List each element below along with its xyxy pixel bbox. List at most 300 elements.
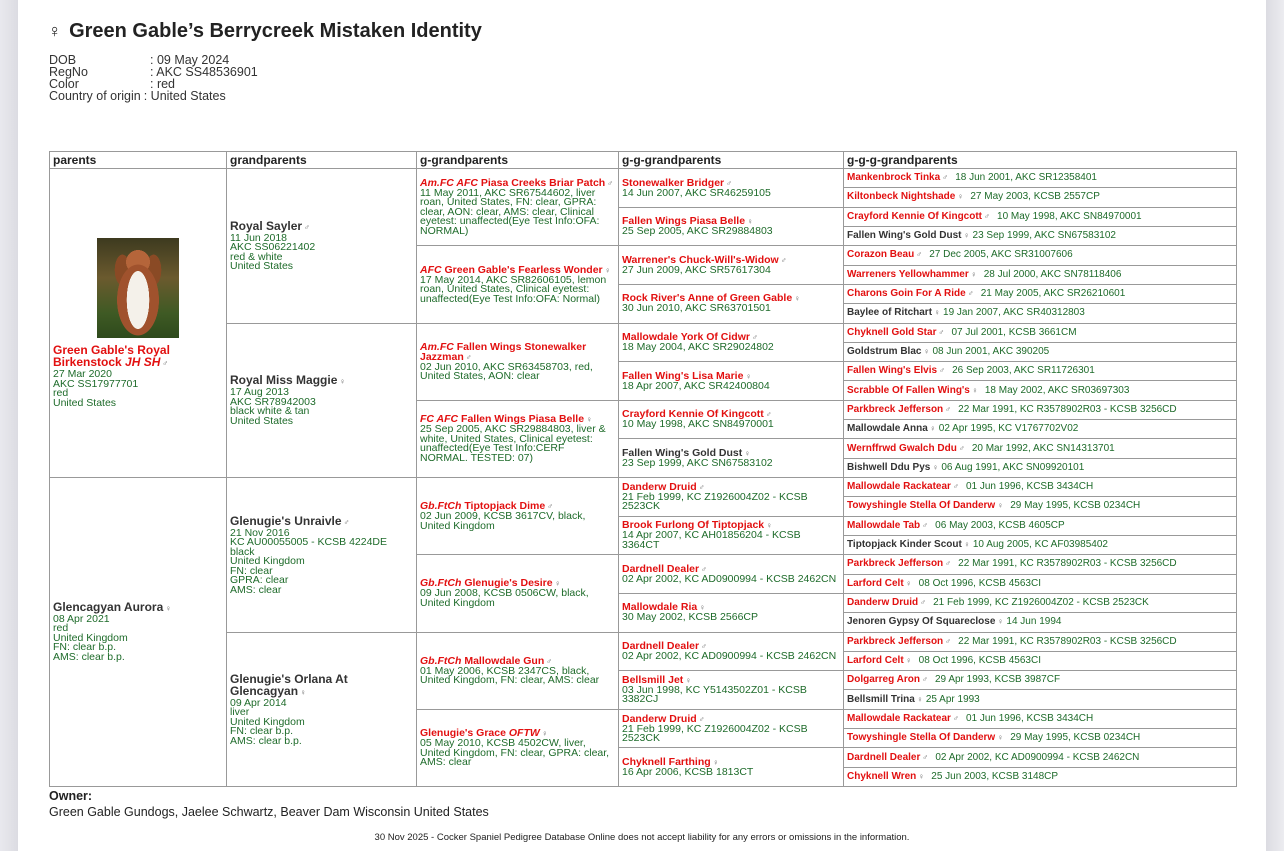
g-g-g-grandparent-name[interactable]: Baylee of Ritchart bbox=[847, 307, 933, 319]
grandparent-info bbox=[230, 696, 413, 747]
male-icon: ♂ bbox=[984, 211, 991, 221]
info-line: United States bbox=[53, 396, 117, 409]
info-line: 09 Apr 2014 bbox=[230, 696, 287, 709]
g-g-g-grandparent-info: 18 Jun 2001, AKC SR12358401 bbox=[955, 172, 1097, 184]
g-grandparent-cell[interactable] bbox=[417, 400, 619, 477]
info-line: 17 Aug 2013 bbox=[230, 386, 289, 399]
g-grandparent-cell[interactable] bbox=[417, 709, 619, 786]
g-g-g-grandparent-name[interactable]: Parkbreck Jefferson bbox=[847, 635, 944, 647]
g-g-g-grandparent-cell[interactable] bbox=[844, 323, 1237, 342]
g-g-g-grandparent-name[interactable]: Bishwell Ddu Pys bbox=[847, 461, 931, 473]
page-title bbox=[48, 20, 482, 43]
g-g-grandparent-cell[interactable] bbox=[619, 593, 844, 632]
g-grandparent-info: 02 Jun 2010, AKC SR63458703, red, United States, AON: clear bbox=[420, 360, 593, 383]
pedigree-row bbox=[50, 323, 1237, 342]
g-g-g-grandparent-info: 06 Aug 1991, AKC SN09920101 bbox=[941, 461, 1085, 473]
g-g-g-grandparent-name[interactable]: Mankenbrock Tinka bbox=[847, 172, 941, 184]
detail-label: Country of origin bbox=[49, 89, 141, 103]
male-icon: ♂ bbox=[967, 289, 974, 299]
g-g-g-grandparent-cell[interactable] bbox=[844, 362, 1237, 381]
male-icon: ♂ bbox=[920, 598, 927, 608]
g-grandparent-name[interactable] bbox=[420, 342, 615, 363]
title-prefix: AFC bbox=[420, 263, 442, 276]
info-line: KC AU00055005 - KCSB 4224DE bbox=[230, 536, 388, 548]
g-g-g-grandparent-name[interactable]: Mallowdale Tab bbox=[847, 519, 921, 531]
female-icon: ♀ bbox=[744, 448, 751, 458]
g-g-g-grandparent-name[interactable]: Fallen Wing's Elvis bbox=[847, 365, 938, 377]
grandparent-name-text[interactable]: Royal Sayler bbox=[230, 218, 303, 233]
grandparent-name-text[interactable]: Glenugie's Unraivle bbox=[230, 513, 342, 528]
female-icon: ♀ bbox=[963, 231, 970, 241]
female-icon: ♀ bbox=[699, 603, 706, 613]
grandparent-info bbox=[230, 526, 413, 596]
female-icon: ♀ bbox=[932, 462, 939, 472]
pedigree-row bbox=[50, 478, 1237, 497]
g-grandparent-name-text[interactable]: Mallowdale Gun bbox=[464, 654, 545, 667]
g-g-grandparent-info: 21 Feb 1999, KC Z1926004Z02 - KCSB 2523CK bbox=[622, 490, 808, 513]
g-g-g-grandparent-name[interactable]: Dolgarreg Aron bbox=[847, 674, 920, 686]
parent-info bbox=[53, 370, 223, 408]
g-g-grandparent-info: 27 Jun 2009, AKC SR57617304 bbox=[622, 263, 771, 276]
title-suffix: OFTW bbox=[508, 727, 540, 740]
g-g-g-grandparent-cell[interactable] bbox=[844, 535, 1237, 554]
header-grandparents: grandparents bbox=[227, 152, 417, 169]
male-icon: ♂ bbox=[945, 404, 952, 414]
title-prefix: Am.FC AFC bbox=[420, 176, 478, 189]
g-grandparent-info: 09 Jun 2008, KCSB 0506CW, black, United Kingdom bbox=[420, 587, 589, 609]
owner-value: Green Gable Gundogs, Jaelee Schwartz, Beaver Dam Wisconsin United States bbox=[49, 805, 489, 819]
g-g-g-grandparent-info: 08 Oct 1996, KCSB 4563CI bbox=[918, 577, 1041, 589]
male-icon: ♂ bbox=[751, 333, 758, 343]
male-icon: ♂ bbox=[958, 443, 965, 453]
g-g-g-grandparent-cell[interactable] bbox=[844, 767, 1237, 786]
female-icon: ♀ bbox=[918, 771, 925, 781]
female-icon: ♀ bbox=[766, 521, 773, 531]
g-g-g-grandparent-name[interactable]: Charons Goin For A Ride bbox=[847, 288, 966, 300]
g-g-g-grandparent-name[interactable]: Scrabble Of Fallen Wing's bbox=[847, 384, 970, 396]
grandparent-name[interactable] bbox=[230, 673, 413, 699]
grandparent-cell[interactable] bbox=[227, 169, 417, 324]
g-grandparent-name-text[interactable]: Green Gable's Fearless Wonder bbox=[444, 263, 603, 276]
info-line: red bbox=[53, 622, 69, 634]
grandparent-name-text[interactable]: Royal Miss Maggie bbox=[230, 373, 338, 388]
g-grandparent-info: 17 May 2014, AKC SR82606105, lemon roan, United States, Clinical eyetest: unaffected(Eye Test Info:OFA: Normal) bbox=[420, 273, 607, 305]
scrollbar-track[interactable] bbox=[1266, 0, 1284, 851]
g-g-g-grandparent-cell[interactable] bbox=[844, 284, 1237, 303]
g-grandparent-cell[interactable] bbox=[417, 555, 619, 632]
g-g-g-grandparent-cell[interactable] bbox=[844, 188, 1237, 207]
info-line: FN: clear b.p. bbox=[53, 641, 117, 653]
male-icon: ♂ bbox=[945, 636, 952, 646]
female-icon: ♀ bbox=[604, 265, 611, 275]
g-g-grandparent-name-text[interactable]: Chyknell Farthing bbox=[622, 755, 711, 768]
g-g-g-grandparent-name[interactable]: Corazon Beau bbox=[847, 249, 915, 261]
g-g-grandparent-name-text[interactable]: Fallen Wing's Gold Dust bbox=[622, 446, 743, 459]
info-line: 27 Mar 2020 bbox=[53, 368, 112, 380]
info-line: 08 Apr 2021 bbox=[53, 612, 110, 625]
parent-info bbox=[53, 612, 223, 663]
g-g-grandparent-info: 14 Apr 2007, KC AH01856204 - KCSB 3364CT bbox=[622, 529, 801, 551]
g-g-g-grandparent-cell[interactable] bbox=[844, 381, 1237, 400]
male-icon: ♂ bbox=[701, 564, 708, 574]
female-icon: ♀ bbox=[970, 269, 977, 279]
pedigree-table bbox=[49, 151, 1237, 787]
parent-name-text[interactable]: Green Gable's Royal Birkenstock bbox=[53, 343, 170, 369]
g-g-g-grandparent-info: 14 Jun 1994 bbox=[1006, 616, 1062, 628]
g-g-g-grandparent-info: 01 Jun 1996, KCSB 3434CH bbox=[965, 481, 1094, 493]
g-grandparent-info: 05 May 2010, KCSB 4502CW, liver, United Kingdom, FN: clear, GPRA: clear, AMS: clear bbox=[420, 737, 610, 769]
g-g-g-grandparent-name[interactable]: Chyknell Wren bbox=[847, 770, 917, 782]
header-g-g-grandparents: g-g-grandparents bbox=[619, 152, 844, 169]
male-icon: ♂ bbox=[952, 482, 959, 492]
g-g-grandparent-info: 25 Sep 2005, AKC SR29884803 bbox=[622, 225, 773, 238]
g-g-g-grandparent-name[interactable]: Danderw Druid bbox=[847, 597, 919, 609]
g-g-g-grandparent-cell[interactable] bbox=[844, 555, 1237, 574]
g-g-grandparent-info: 18 Apr 2007, AKC SR42400804 bbox=[622, 379, 770, 392]
g-g-g-grandparent-info: 27 Dec 2005, AKC SR31007606 bbox=[929, 249, 1073, 261]
info-line: United Kingdom bbox=[53, 631, 128, 644]
g-grandparent-info: 01 May 2006, KCSB 2347CS, black, United Kingdom, FN: clear, AMS: clear bbox=[420, 664, 600, 687]
g-g-g-grandparent-cell[interactable] bbox=[844, 400, 1237, 419]
title-suffix: JH SH bbox=[125, 355, 161, 369]
g-g-g-grandparent-cell[interactable] bbox=[844, 748, 1237, 767]
g-g-g-grandparent-info: 25 Jun 2003, KCSB 3148CP bbox=[931, 770, 1059, 782]
female-icon: ♀ bbox=[747, 217, 754, 227]
detail-label: Color bbox=[49, 77, 79, 91]
g-g-g-grandparent-name[interactable]: Kiltonbeck Nightshade bbox=[847, 191, 956, 203]
female-icon: ♀ bbox=[541, 729, 548, 739]
g-g-grandparent-cell[interactable] bbox=[619, 284, 844, 323]
info-line: AMS: clear b.p. bbox=[53, 650, 125, 663]
g-g-g-grandparent-name[interactable]: Chyknell Gold Star bbox=[847, 326, 937, 338]
g-g-grandparent-name-text[interactable]: Warrener's Chuck-Will's-Widow bbox=[622, 253, 779, 266]
title-prefix: Am.FC bbox=[420, 340, 454, 353]
male-icon: ♂ bbox=[547, 502, 554, 512]
info-line: 21 Nov 2016 bbox=[230, 526, 290, 539]
info-line: AKC SS06221402 bbox=[230, 241, 316, 254]
pedigree-page bbox=[18, 0, 1266, 851]
g-g-g-grandparent-cell[interactable] bbox=[844, 342, 1237, 361]
title-prefix: Gb.FtCh bbox=[420, 654, 462, 667]
g-grandparent-name-text[interactable]: Glenugie's Grace bbox=[420, 727, 506, 740]
g-g-grandparent-info: 21 Feb 1999, KC Z1926004Z02 - KCSB 2523CK bbox=[622, 722, 808, 745]
g-g-g-grandparent-info: 20 Mar 1992, AKC SN14313701 bbox=[971, 442, 1115, 454]
detail-label: DOB bbox=[49, 53, 77, 67]
header-g-grandparents: g-grandparents bbox=[417, 152, 619, 169]
info-line: FN: clear bbox=[230, 564, 273, 577]
grandparent-cell[interactable] bbox=[227, 323, 417, 478]
female-icon: ♀ bbox=[905, 655, 912, 665]
g-g-g-grandparent-name[interactable]: Tiptopjack Kinder Scout bbox=[847, 539, 962, 551]
g-g-grandparent-name-text[interactable]: Fallen Wings Piasa Belle bbox=[622, 215, 746, 228]
g-g-grandparent-info: 23 Sep 1999, AKC SN67583102 bbox=[622, 456, 773, 469]
info-line: AKC SS17977701 bbox=[53, 377, 139, 390]
male-icon: ♂ bbox=[726, 178, 733, 188]
g-g-g-grandparent-name[interactable]: Warreners Yellowhammer bbox=[847, 268, 969, 280]
pedigree-row bbox=[50, 632, 1237, 651]
g-g-g-grandparent-name[interactable]: Towyshingle Stella Of Danderw bbox=[847, 500, 996, 512]
g-g-g-grandparent-info: 06 May 2003, KCSB 4605CP bbox=[935, 519, 1065, 531]
g-g-g-grandparent-info: 18 May 2002, AKC SR03697303 bbox=[984, 384, 1130, 396]
dog-name: Green Gable’s Berrycreek Mistaken Identity bbox=[69, 20, 482, 42]
title-prefix: FC AFC bbox=[420, 413, 459, 426]
g-g-g-grandparent-name[interactable]: Bellsmill Trina bbox=[847, 693, 915, 705]
g-g-g-grandparent-name[interactable]: Parkbreck Jefferson bbox=[847, 403, 944, 415]
g-g-g-grandparent-info: 10 May 1998, AKC SN84970001 bbox=[997, 210, 1142, 222]
g-g-grandparent-name-text[interactable]: Fallen Wing's Lisa Marie bbox=[622, 369, 744, 382]
female-icon: ♀ bbox=[916, 694, 923, 704]
g-g-g-grandparent-name[interactable]: Mallowdale Rackatear bbox=[847, 481, 951, 493]
info-line: liver bbox=[230, 706, 250, 718]
detail-value: : United States bbox=[143, 89, 226, 103]
g-g-grandparent-cell[interactable] bbox=[619, 169, 844, 208]
g-g-g-grandparent-cell[interactable] bbox=[844, 497, 1237, 516]
g-g-g-grandparent-cell[interactable] bbox=[844, 226, 1237, 245]
grandparent-info bbox=[230, 388, 413, 426]
male-icon: ♂ bbox=[465, 352, 472, 362]
g-g-g-grandparent-info: 08 Oct 1996, KCSB 4563CI bbox=[918, 654, 1041, 666]
pedigree-header-row bbox=[50, 152, 1237, 169]
g-g-g-grandparent-info: 29 May 1995, KCSB 0234CH bbox=[1010, 500, 1141, 512]
g-g-g-grandparent-info: 07 Jul 2001, KCSB 3661CM bbox=[951, 326, 1077, 338]
info-line: AMS: clear bbox=[230, 583, 282, 596]
g-g-g-grandparent-info: 08 Jun 2001, AKC 390205 bbox=[932, 345, 1050, 357]
g-g-grandparent-cell[interactable] bbox=[619, 516, 844, 555]
female-icon: ♀ bbox=[957, 192, 964, 202]
g-g-g-grandparent-info: 19 Jan 2007, AKC SR40312803 bbox=[943, 307, 1085, 319]
g-g-g-grandparent-cell[interactable] bbox=[844, 671, 1237, 690]
female-icon: ♀ bbox=[971, 385, 978, 395]
info-line: black white & tan bbox=[230, 405, 310, 418]
g-g-g-grandparent-name[interactable]: Mallowdale Anna bbox=[847, 423, 928, 435]
g-g-g-grandparent-cell[interactable] bbox=[844, 478, 1237, 497]
detail-label: RegNo bbox=[49, 65, 88, 79]
g-g-grandparent-name-text[interactable]: Danderw Druid bbox=[622, 480, 697, 493]
male-icon: ♂ bbox=[921, 675, 928, 685]
info-line: red bbox=[53, 387, 69, 399]
g-g-g-grandparent-info: 02 Apr 2002, KC AD0900994 - KCSB 2462CN bbox=[935, 751, 1140, 763]
g-g-g-grandparent-name[interactable]: Mallowdale Rackatear bbox=[847, 712, 951, 724]
g-g-g-grandparent-cell[interactable] bbox=[844, 632, 1237, 651]
g-g-grandparent-name-text[interactable]: Danderw Druid bbox=[622, 712, 697, 725]
g-g-grandparent-cell[interactable] bbox=[619, 362, 844, 401]
g-g-g-grandparent-name[interactable]: Larford Celt bbox=[847, 577, 904, 589]
g-g-g-grandparent-cell[interactable] bbox=[844, 709, 1237, 728]
g-g-grandparent-cell[interactable] bbox=[619, 439, 844, 478]
g-g-grandparent-cell[interactable] bbox=[619, 207, 844, 246]
g-grandparent-name-text[interactable]: Fallen Wings Stonewalker Jazzman bbox=[420, 340, 587, 363]
grandparent-info bbox=[230, 231, 413, 273]
g-g-g-grandparent-info: 21 Feb 1999, KC Z1926004Z02 - KCSB 2523CK bbox=[933, 597, 1149, 609]
g-g-grandparent-info: 10 May 1998, AKC SN84970001 bbox=[622, 418, 774, 431]
g-grandparent-cell[interactable] bbox=[417, 169, 619, 246]
title-prefix: Gb.FtCh bbox=[420, 577, 462, 590]
g-g-g-grandparent-name[interactable]: Goldstrum Blac bbox=[847, 345, 922, 357]
g-g-grandparent-info: 18 May 2004, AKC SR29024802 bbox=[622, 341, 774, 354]
g-g-g-grandparent-cell[interactable] bbox=[844, 420, 1237, 439]
info-line: United States bbox=[230, 260, 294, 273]
g-g-g-grandparent-info: 27 May 2003, KCSB 2557CP bbox=[970, 191, 1100, 203]
male-icon: ♂ bbox=[343, 517, 350, 527]
female-icon: ♀ bbox=[997, 617, 1004, 627]
g-g-g-grandparent-cell[interactable] bbox=[844, 304, 1237, 323]
g-g-g-grandparent-info: 22 Mar 1991, KC R3578902R03 - KCSB 3256CD bbox=[958, 403, 1177, 415]
info-line: GPRA: clear bbox=[230, 574, 289, 586]
info-line: AKC SR78942003 bbox=[230, 395, 316, 408]
g-g-g-grandparent-info: 23 Sep 1999, AKC SN67583102 bbox=[972, 230, 1116, 242]
g-g-grandparent-cell[interactable] bbox=[619, 709, 844, 748]
g-g-grandparent-name-text[interactable]: Crayford Kennie Of Kingcott bbox=[622, 408, 764, 421]
title-prefix: Gb.FtCh bbox=[420, 500, 462, 513]
g-grandparent-cell[interactable] bbox=[417, 478, 619, 555]
g-g-grandparent-cell[interactable] bbox=[619, 323, 844, 362]
male-icon: ♂ bbox=[922, 520, 929, 530]
dog-photo[interactable] bbox=[97, 238, 179, 338]
g-g-g-grandparent-name[interactable]: Wernffrwd Gwalch Ddu bbox=[847, 442, 957, 454]
male-icon: ♂ bbox=[698, 482, 705, 492]
female-icon: ♀ bbox=[586, 415, 593, 425]
g-g-g-grandparent-name[interactable]: Parkbreck Jefferson bbox=[847, 558, 944, 570]
info-line: FN: clear b.p. bbox=[230, 725, 294, 737]
g-grandparent-name-text[interactable]: Glenugie's Desire bbox=[464, 577, 553, 590]
header-parents: parents bbox=[50, 152, 227, 169]
g-g-g-grandparent-info: 10 Aug 2005, KC AF03985402 bbox=[972, 539, 1108, 551]
parent-cell[interactable] bbox=[50, 478, 227, 787]
g-g-g-grandparent-info: 29 Apr 1993, KCSB 3987CF bbox=[934, 674, 1061, 686]
g-g-grandparent-info: 14 Jun 2007, AKC SR46259105 bbox=[622, 186, 771, 199]
g-g-g-grandparent-cell[interactable] bbox=[844, 613, 1237, 632]
female-icon: ♀ bbox=[554, 579, 561, 589]
g-g-grandparent-cell[interactable] bbox=[619, 748, 844, 787]
female-icon: ♀ bbox=[794, 294, 801, 304]
g-g-g-grandparent-info: 25 Apr 1993 bbox=[925, 693, 980, 705]
g-g-g-grandparent-name[interactable]: Crayford Kennie Of Kingcott bbox=[847, 210, 983, 222]
male-icon: ♂ bbox=[938, 327, 945, 337]
female-icon: ♀ bbox=[300, 687, 307, 697]
parent-cell[interactable] bbox=[50, 169, 227, 478]
owner-section bbox=[49, 789, 489, 820]
g-g-g-grandparent-info: 22 Mar 1991, KC R3578902R03 - KCSB 3256CD bbox=[958, 558, 1177, 570]
g-g-grandparent-cell[interactable] bbox=[619, 555, 844, 594]
g-g-g-grandparent-info: 01 Jun 1996, KCSB 3434CH bbox=[965, 712, 1094, 724]
female-icon: ♀ bbox=[339, 377, 346, 387]
male-icon: ♂ bbox=[945, 559, 952, 569]
g-g-g-grandparent-cell[interactable] bbox=[844, 265, 1237, 284]
g-g-g-grandparent-cell[interactable] bbox=[844, 729, 1237, 748]
header-g-g-g-grandparents: g-g-g-grandparents bbox=[844, 152, 1237, 169]
g-grandparent-name-text[interactable]: Tiptopjack Dime bbox=[464, 500, 546, 513]
g-g-g-grandparent-name[interactable]: Dardnell Dealer bbox=[847, 751, 921, 763]
grandparent-name-text[interactable]: Glenugie's Orlana At Glencagyan bbox=[230, 671, 348, 698]
male-icon: ♂ bbox=[942, 173, 949, 183]
g-g-g-grandparent-name[interactable]: Jenoren Gypsy Of Squareclose bbox=[847, 616, 996, 628]
info-line: United Kingdom bbox=[230, 555, 305, 567]
detail-value: : 09 May 2024 bbox=[150, 53, 230, 67]
g-grandparent-info: 11 May 2011, AKC SR67544602, liver roan, United States, FN: clear, GPRA: clear, AON: clear, AMS: clear, Clinical eyetest: unaffected(Eye Test Info:OFA: NORMAL) bbox=[420, 186, 600, 237]
g-g-g-grandparent-cell[interactable] bbox=[844, 458, 1237, 477]
g-g-grandparent-name-text[interactable]: Dardnell Dealer bbox=[622, 640, 700, 653]
g-g-g-grandparent-cell[interactable] bbox=[844, 207, 1237, 226]
g-g-grandparent-name-text[interactable]: Bellsmill Jet bbox=[622, 673, 684, 686]
female-icon: ♀ bbox=[929, 424, 936, 434]
g-g-grandparent-name-text[interactable]: Mallowdale Ria bbox=[622, 601, 698, 614]
g-g-grandparent-name-text[interactable]: Rock River's Anne of Green Gable bbox=[622, 292, 793, 305]
window-shadow-left bbox=[0, 0, 18, 851]
g-g-g-grandparent-info: 21 May 2005, AKC SR26210601 bbox=[980, 288, 1126, 300]
male-icon: ♂ bbox=[916, 250, 923, 260]
parent-name[interactable] bbox=[53, 344, 223, 370]
g-g-g-grandparent-name[interactable]: Towyshingle Stella Of Danderw bbox=[847, 732, 996, 744]
g-g-g-grandparent-cell[interactable] bbox=[844, 593, 1237, 612]
g-g-grandparent-name-text[interactable]: Stonewalker Bridger bbox=[622, 176, 725, 189]
g-g-grandparent-cell[interactable] bbox=[619, 478, 844, 517]
g-g-grandparent-info: 02 Apr 2002, KC AD0900994 - KCSB 2462CN bbox=[622, 650, 837, 663]
female-icon: ♀ bbox=[934, 308, 941, 318]
g-grandparent-cell[interactable] bbox=[417, 246, 619, 323]
g-g-grandparent-cell[interactable] bbox=[619, 400, 844, 439]
female-icon: ♀ bbox=[712, 757, 719, 767]
detail-country bbox=[49, 90, 258, 102]
male-icon: ♂ bbox=[922, 752, 929, 762]
male-icon: ♂ bbox=[780, 255, 787, 265]
g-grandparent-info: 02 Jun 2009, KCSB 3617CV, black, United Kingdom bbox=[420, 510, 586, 532]
g-grandparent-name-text[interactable]: Fallen Wings Piasa Belle bbox=[461, 413, 585, 426]
female-icon: ♀ bbox=[165, 603, 172, 613]
parent-name-text[interactable]: Glencagyan Aurora bbox=[53, 599, 164, 614]
g-g-grandparent-cell[interactable] bbox=[619, 671, 844, 710]
g-g-grandparent-cell[interactable] bbox=[619, 246, 844, 285]
g-g-g-grandparent-cell[interactable] bbox=[844, 651, 1237, 670]
g-g-grandparent-cell[interactable] bbox=[619, 632, 844, 671]
grandparent-cell[interactable] bbox=[227, 632, 417, 787]
g-g-grandparent-info: 30 May 2002, KCSB 2566CP bbox=[622, 611, 758, 624]
male-icon: ♂ bbox=[765, 410, 772, 420]
g-g-g-grandparent-name[interactable]: Fallen Wing's Gold Dust bbox=[847, 230, 962, 242]
g-g-g-grandparent-cell[interactable] bbox=[844, 246, 1237, 265]
g-g-g-grandparent-cell[interactable] bbox=[844, 516, 1237, 535]
g-grandparent-cell[interactable] bbox=[417, 323, 619, 400]
g-grandparent-cell[interactable] bbox=[417, 632, 619, 709]
male-icon: ♂ bbox=[701, 642, 708, 652]
g-g-grandparent-name-text[interactable]: Dardnell Dealer bbox=[622, 562, 700, 575]
g-g-g-grandparent-cell[interactable] bbox=[844, 690, 1237, 709]
info-line: 11 Jun 2018 bbox=[230, 231, 288, 244]
g-grandparent-name-text[interactable]: Piasa Creeks Briar Patch bbox=[480, 176, 606, 189]
g-g-g-grandparent-name[interactable]: Larford Celt bbox=[847, 654, 904, 666]
g-g-g-grandparent-cell[interactable] bbox=[844, 439, 1237, 458]
female-icon: ♀ bbox=[963, 540, 970, 550]
g-g-grandparent-name-text[interactable]: Brook Furlong Of Tiptopjack bbox=[622, 519, 765, 532]
g-g-grandparent-info: 03 Jun 1998, KC Y5143502Z01 - KCSB 3382CJ bbox=[622, 683, 807, 706]
g-g-g-grandparent-cell[interactable] bbox=[844, 169, 1237, 188]
g-g-g-grandparent-info: 28 Jul 2000, AKC SN78118406 bbox=[983, 268, 1122, 280]
male-icon: ♂ bbox=[952, 713, 959, 723]
g-g-g-grandparent-info: 02 Apr 1995, KC V1767702V02 bbox=[938, 423, 1079, 435]
grandparent-cell[interactable] bbox=[227, 478, 417, 633]
info-line: United Kingdom bbox=[230, 715, 305, 728]
info-line: red & white bbox=[230, 250, 283, 263]
dog-details bbox=[49, 54, 258, 102]
g-g-grandparent-name-text[interactable]: Mallowdale York Of Cidwr bbox=[622, 331, 750, 344]
info-line: AMS: clear b.p. bbox=[230, 734, 302, 747]
male-icon: ♂ bbox=[607, 178, 614, 188]
g-g-g-grandparent-cell[interactable] bbox=[844, 574, 1237, 593]
pedigree-row bbox=[50, 169, 1237, 188]
g-g-grandparent-info: 30 Jun 2010, AKC SR63701501 bbox=[622, 302, 771, 315]
g-g-g-grandparent-info: 22 Mar 1991, KC R3578902R03 - KCSB 3256CD bbox=[958, 635, 1177, 647]
g-g-g-grandparent-info: 26 Sep 2003, AKC SR11726301 bbox=[952, 365, 1095, 377]
owner-label: Owner: bbox=[49, 789, 93, 803]
